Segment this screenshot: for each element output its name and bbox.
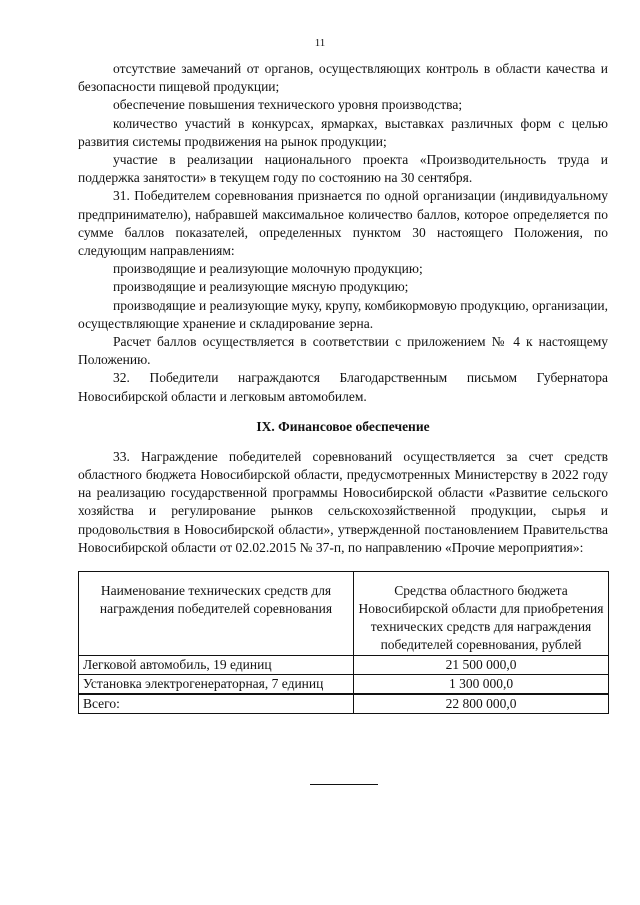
table-cell-amount: 1 300 000,0 xyxy=(354,675,609,695)
paragraph-tech-level: обеспечение повышения технического уровня производства; xyxy=(113,97,463,113)
table-total-label: Всего: xyxy=(79,694,354,714)
paragraph-points-calc: Расчет баллов осуществляется в соответствии с приложением № 4 к настоящему Положению. xyxy=(78,334,608,368)
table-row xyxy=(79,675,609,695)
table-header-items: Наименование технических средств для награждения победителей соревнования xyxy=(79,572,354,656)
paragraph-contests: количество участий в конкурсах, ярмарках, выставках различных форм с целью развития системы продвижения на рынок продукции; xyxy=(78,115,608,149)
table-header-funds: Средства областного бюджета Новосибирской области для приобретения технических средств для награждения победителей соревнования, рублей xyxy=(354,572,609,656)
paragraph-grain: производящие и реализующие муку, крупу, комбикормовую продукцию, организации, осуществляющие хранение и складирование зерна. xyxy=(78,297,608,331)
table-total-row xyxy=(79,694,609,714)
paragraph-33: 33. Награждение победителей соревнований осуществляется за счет средств областного бюджета Новосибирской области, предусмотренных Министерству в 2022 году на реализацию государственной программы Новосибирской области «Развитие сельского хозяйства и регулирование рынков сельскохозяйственной продукции, сырья и продовольствия в Новосибирской области», утвержденной постановлением Правительства Новосибирской области от 02.02.2015 № 37-п, по направлению «Прочие мероприятия»: xyxy=(78,448,608,555)
page-number: 11 xyxy=(314,37,326,49)
table-row xyxy=(79,656,609,675)
paragraph-national-project: участие в реализации национального проекта «Производительность труда и поддержка занятости» в текущем году по состоянию на 30 сентября. xyxy=(78,152,608,186)
paragraph-32: 32. Победители награждаются Благодарственным письмом Губернатора Новосибирской области и легковым автомобилем. xyxy=(78,370,608,404)
table-cell-amount: 21 500 000,0 xyxy=(354,656,609,675)
document-body xyxy=(78,60,608,714)
table-total-amount: 22 800 000,0 xyxy=(354,694,609,714)
budget-table xyxy=(78,571,609,714)
closing-divider xyxy=(310,784,378,785)
paragraph-meat: производящие и реализующие мясную продукцию; xyxy=(113,279,409,295)
paragraph-quality-control: отсутствие замечаний от органов, осуществляющих контроль в области качества и безопасности пищевой продукции; xyxy=(78,61,608,95)
paragraph-31: 31. Победителем соревнования признается по одной организации (индивидуальному предпринимателю), набравшей максимальное количество баллов, которое определяется по сумме баллов показателей, определенных пунктом 30 настоящего Положения, по следующим направлениям: xyxy=(78,188,608,259)
section-title: IX. Финансовое обеспечение xyxy=(256,418,430,434)
table-cell-name: Легковой автомобиль, 19 единиц xyxy=(79,656,354,675)
paragraph-dairy: производящие и реализующие молочную продукцию; xyxy=(113,261,423,277)
table-header-row xyxy=(79,572,609,656)
table-cell-name: Установка электрогенераторная, 7 единиц xyxy=(79,675,354,695)
